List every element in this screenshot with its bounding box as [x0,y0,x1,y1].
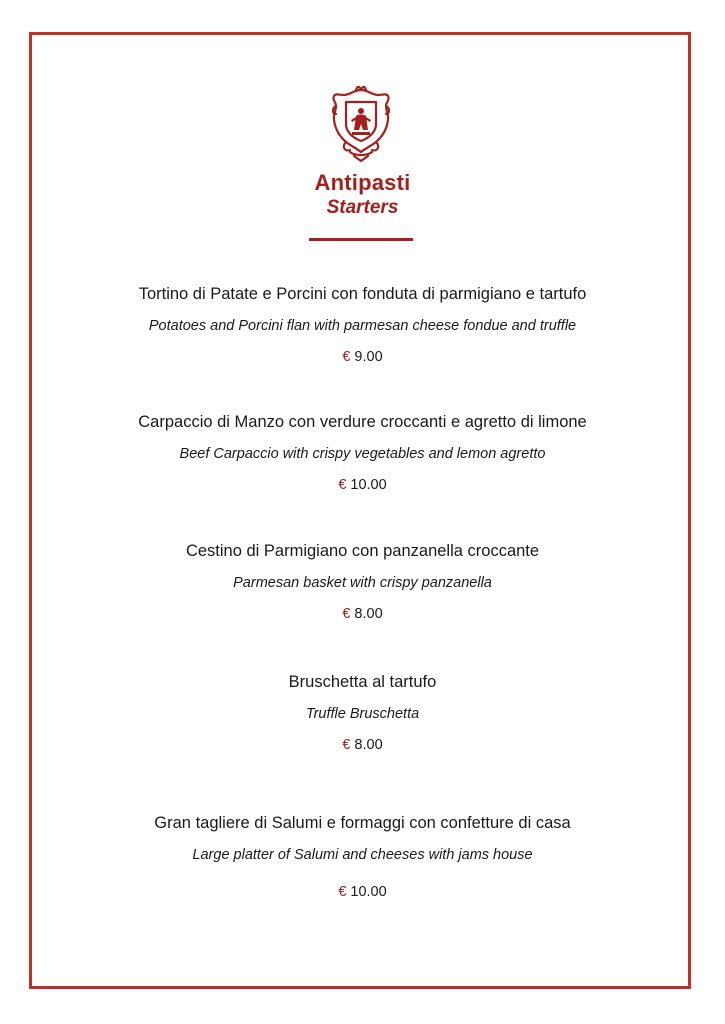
price-value: 8.00 [354,737,383,753]
currency-symbol: € [338,884,347,900]
currency-symbol: € [342,349,351,365]
price-value: 10.00 [350,477,387,493]
heraldic-crest-icon [330,86,392,164]
dish-name-english: Potatoes and Porcini flan with parmesan cheese fondue and truffle [148,318,577,334]
price-value: 8.00 [354,606,383,622]
dish-name-italian: Gran tagliere di Salumi e formaggi con confetture di casa [154,814,571,832]
menu-item [0,284,725,366]
currency-symbol: € [342,606,351,622]
dish-name-italian: Bruschetta al tartufo [288,673,437,691]
menu-item [0,672,725,754]
dish-name-italian: Tortino di Patate e Porcini con fonduta di parmigiano e tartufo [138,285,587,303]
currency-symbol: € [338,477,347,493]
dish-price [0,605,725,623]
price-value: 10.00 [350,884,387,900]
dish-price [0,736,725,754]
dish-price [0,348,725,366]
menu-item [0,541,725,623]
dish-name-italian: Cestino di Parmigiano con panzanella croccante [185,542,540,560]
dish-price [0,476,725,494]
dish-name-italian: Carpaccio di Manzo con verdure croccanti e agretto di limone [138,413,587,431]
section-title-italian: Antipasti [314,170,411,195]
dish-name-english: Truffle Bruschetta [305,706,420,722]
dish-price [0,883,725,901]
dish-name-english: Parmesan basket with crispy panzanella [233,575,492,591]
currency-symbol: € [342,737,351,753]
title-divider [309,238,413,241]
dish-name-english: Beef Carpaccio with crispy vegetables and lemon agretto [179,446,546,462]
section-title-english: Starters [326,197,399,218]
price-value: 9.00 [354,349,383,365]
dish-name-english: Large platter of Salumi and cheeses with jams house [192,847,533,863]
menu-item [0,412,725,494]
menu-item [0,813,725,901]
